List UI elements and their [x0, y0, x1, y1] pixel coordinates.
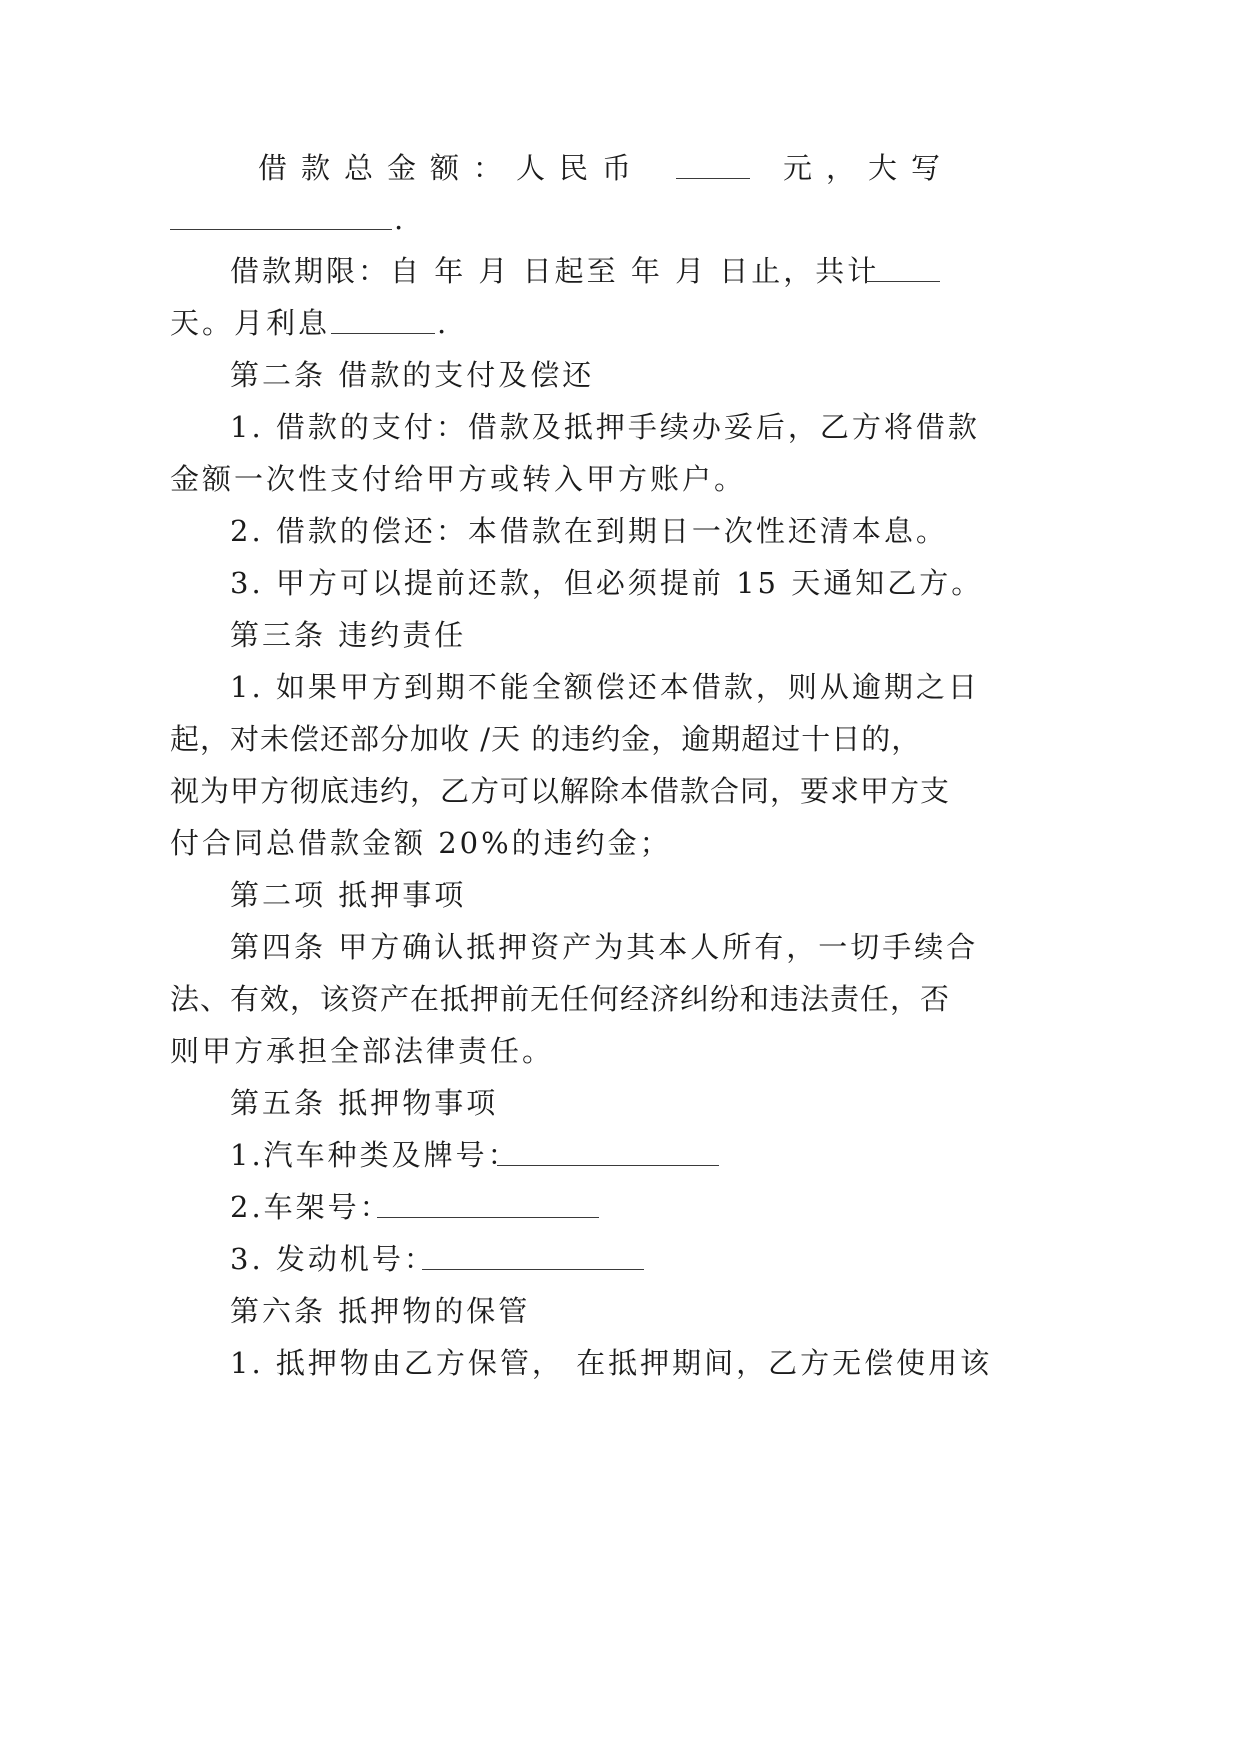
vehicle-type-line [0, 1135, 1241, 1175]
interest-blank [331, 309, 435, 334]
article-5-heading-text: 第五条 抵押物事项 [230, 1086, 499, 1120]
paragraph-text: 1. 借款的支付：借款及抵押手续办妥后，乙方将借款 [230, 410, 980, 444]
article-3-heading-text: 第三条 违约责任 [230, 618, 467, 652]
frame-number-label: 2.车架号： [230, 1190, 392, 1224]
paragraph-text: 金额一次性支付给甲方或转入甲方账户。 [170, 462, 747, 496]
paragraph-text: 则甲方承担全部法律责任。 [170, 1034, 555, 1068]
paragraph-line [0, 511, 1241, 551]
loan-amount-label: 借款总金额：人民币 [258, 151, 646, 185]
paragraph-line [0, 459, 1241, 499]
section-2-heading-text: 第二项 抵押事项 [230, 878, 467, 912]
paragraph-text: 法、有效，该资产在抵押前无任何经济纠纷和违法责任，否 [170, 982, 951, 1016]
period-mark: . [394, 202, 404, 236]
paragraph-line [0, 407, 1241, 447]
uppercase-amount-blank [170, 205, 392, 230]
interest-label: 天。月利息 [170, 306, 331, 340]
paragraph-line [0, 1031, 1241, 1071]
frame-number-blank [377, 1193, 599, 1218]
loan-period-line [0, 251, 1241, 291]
paragraph-line [0, 719, 1241, 759]
paragraph-line [0, 771, 1241, 811]
paragraph-line [0, 927, 1241, 967]
loan-amount-line [0, 148, 1241, 188]
paragraph-line [0, 563, 1241, 603]
paragraph-line [0, 1343, 1241, 1383]
paragraph-text: 2. 借款的偿还：本借款在到期日一次性还清本息。 [230, 514, 948, 548]
article-6-heading-text: 第六条 抵押物的保管 [230, 1294, 531, 1328]
paragraph-text: 1. 如果甲方到期不能全额偿还本借款，则从逾期之日 [230, 670, 980, 704]
paragraph-line [0, 979, 1241, 1019]
section-2-heading [0, 875, 1241, 915]
days-blank [866, 257, 940, 282]
article-2-heading [0, 355, 1241, 395]
uppercase-label: 大写 [868, 151, 955, 185]
paragraph-text: 1. 抵押物由乙方保管， 在抵押期间，乙方无偿使用该 [230, 1346, 993, 1380]
paragraph-text: 3. 甲方可以提前还款，但必须提前 15 天通知乙方。 [230, 566, 984, 600]
engine-number-label: 3. 发动机号： [230, 1242, 436, 1276]
paragraph-text: 视为甲方彻底违约，乙方可以解除本借款合同，要求甲方支 [170, 774, 951, 808]
paragraph-text: 起，对未偿还部分加收 /天 的违约金，逾期超过十日的， [170, 722, 922, 756]
interest-line [0, 303, 1241, 343]
vehicle-type-blank [497, 1141, 719, 1166]
currency-unit: 元， [783, 151, 870, 185]
article-5-heading [0, 1083, 1241, 1123]
paragraph-text: 付合同总借款金额 20%的违约金； [170, 826, 672, 860]
amount-blank [676, 154, 750, 179]
engine-number-line [0, 1239, 1241, 1279]
vehicle-type-label: 1.汽车种类及牌号： [230, 1138, 520, 1172]
article-6-heading [0, 1291, 1241, 1331]
paragraph-line [0, 823, 1241, 863]
loan-period-text: 借款期限：自 年 月 日起至 年 月 日止，共计 [230, 254, 880, 288]
article-2-heading-text: 第二条 借款的支付及偿还 [230, 358, 595, 392]
uppercase-amount-line [0, 199, 1241, 239]
engine-number-blank [422, 1245, 644, 1270]
period-mark: . [437, 306, 447, 340]
article-3-heading [0, 615, 1241, 655]
paragraph-text: 第四条 甲方确认抵押资产为其本人所有，一切手续合 [230, 930, 979, 964]
paragraph-line [0, 667, 1241, 707]
frame-number-line [0, 1187, 1241, 1227]
